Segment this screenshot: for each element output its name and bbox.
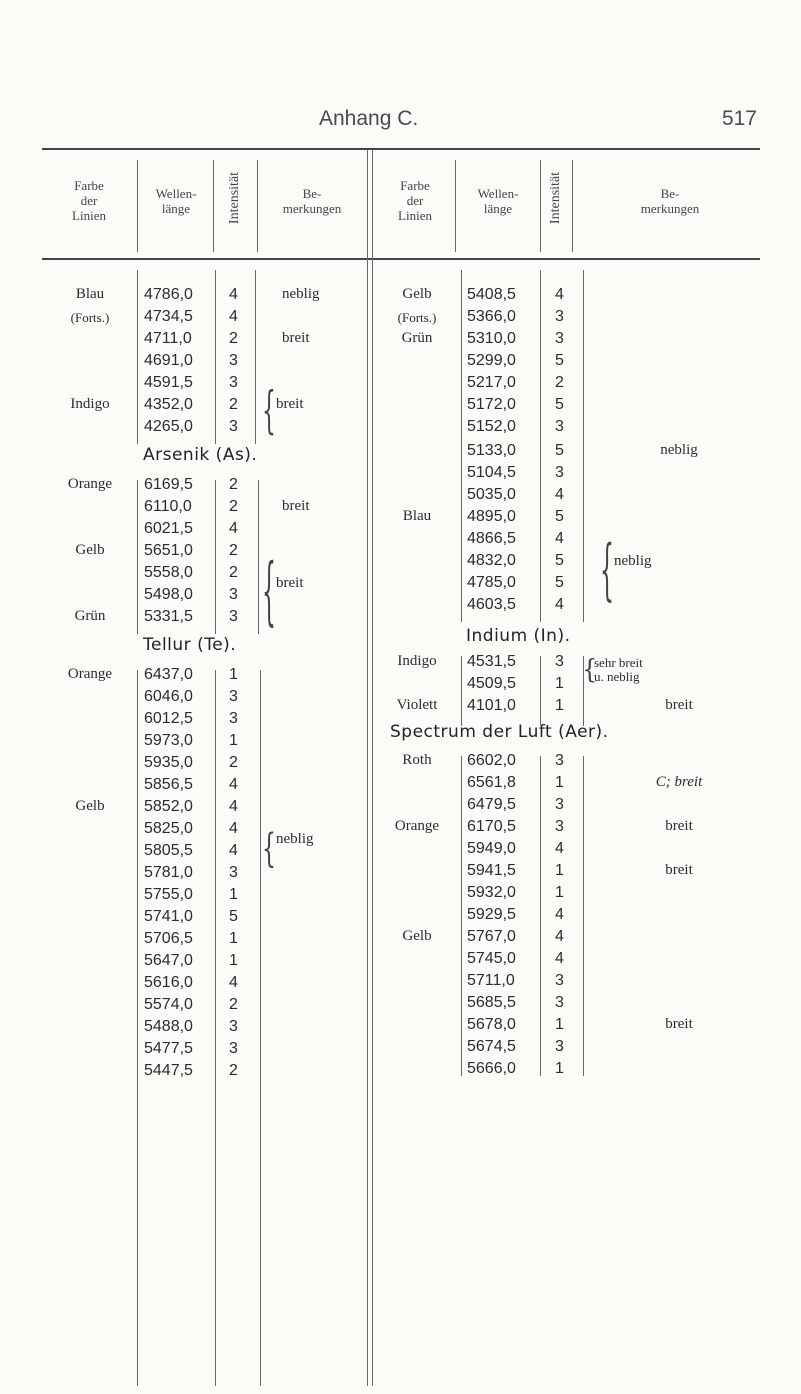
intensity: 5 (555, 552, 564, 569)
wavelength: 6012,5 (144, 710, 193, 727)
col-rule-mid-a (367, 150, 368, 1386)
wavelength: 5558,0 (144, 564, 193, 581)
indium-note: sehr breit u. neblig (594, 655, 643, 684)
intensity: 5 (555, 574, 564, 591)
remark: breit (665, 1016, 693, 1032)
body-rule (540, 656, 541, 726)
intensity: 1 (229, 886, 238, 903)
intensity: 1 (555, 884, 564, 901)
intensity: 2 (229, 754, 238, 771)
wavelength: 5825,0 (144, 820, 193, 837)
grouped-remark: neblig (276, 831, 314, 847)
remark: breit (282, 498, 310, 514)
wavelength: 6602,0 (467, 752, 516, 769)
intensity: 3 (229, 352, 238, 369)
wavelength: 5172,0 (467, 396, 516, 413)
wavelength: 6046,0 (144, 688, 193, 705)
intensity: 4 (555, 906, 564, 923)
indium-note-brace: { (582, 653, 598, 685)
intensity: 3 (555, 1038, 564, 1055)
body-rule (137, 270, 138, 444)
intensity: 3 (229, 418, 238, 435)
wavelength: 4785,0 (467, 574, 516, 591)
wavelength: 5035,0 (467, 486, 516, 503)
wavelength: 4352,0 (144, 396, 193, 413)
intensity: 4 (555, 596, 564, 613)
wavelength: 4591,5 (144, 374, 193, 391)
body-rule (540, 270, 541, 622)
grouping-brace: { (600, 535, 614, 610)
wavelength: 5299,0 (467, 352, 516, 369)
intensity: 2 (229, 996, 238, 1013)
wavelength: 4734,5 (144, 308, 193, 325)
intensity: 4 (229, 798, 238, 815)
intensity: 1 (555, 1016, 564, 1033)
wavelength: 5706,5 (144, 930, 193, 947)
intensity: 3 (555, 418, 564, 435)
body-rule (461, 656, 462, 726)
wavelength: 5217,0 (467, 374, 516, 391)
wavelength: 4786,0 (144, 286, 193, 303)
intensity: 2 (229, 330, 238, 347)
header-bemerkungen-right: Be- merkungen (640, 186, 700, 216)
intensity: 3 (555, 972, 564, 989)
intensity: 2 (229, 498, 238, 515)
remark: C; breit (655, 774, 703, 790)
wavelength: 5929,5 (467, 906, 516, 923)
intensity: 1 (555, 862, 564, 879)
line-color: (Forts.) (397, 310, 437, 325)
wavelength: 5755,0 (144, 886, 193, 903)
page-number: 517 (721, 107, 757, 130)
intensity: 4 (555, 840, 564, 857)
intensity: 3 (229, 1040, 238, 1057)
wavelength: 4101,0 (467, 697, 516, 714)
header-wellen-left: Wellen- länge (155, 186, 197, 216)
remark: breit (282, 330, 310, 346)
col-rule-l1 (137, 160, 138, 252)
line-color: Orange (67, 666, 113, 682)
remark: neblig (282, 286, 320, 302)
intensity: 4 (229, 520, 238, 537)
intensity: 1 (229, 666, 238, 683)
wavelength: 4866,5 (467, 530, 516, 547)
body-rule (137, 480, 138, 634)
intensity: 1 (229, 732, 238, 749)
element-section-title: Spectrum der Luft (Aer). (390, 722, 609, 742)
body-rule (255, 270, 256, 444)
line-color: Roth (402, 752, 432, 768)
wavelength: 5366,0 (467, 308, 516, 325)
intensity: 4 (229, 308, 238, 325)
wavelength: 4895,0 (467, 508, 516, 525)
header-bemerkungen-left: Be- merkungen (282, 186, 342, 216)
intensity: 3 (555, 994, 564, 1011)
line-color: Grün (401, 330, 433, 346)
grouped-remark: neblig (614, 553, 652, 569)
header-wellen-right: Wellen- länge (477, 186, 519, 216)
intensity: 4 (555, 286, 564, 303)
intensity: 1 (229, 952, 238, 969)
intensity: 4 (555, 950, 564, 967)
intensity: 3 (229, 864, 238, 881)
wavelength: 6437,0 (144, 666, 193, 683)
body-rule (540, 756, 541, 1076)
wavelength: 6561,8 (467, 774, 516, 791)
wavelength: 5666,0 (467, 1060, 516, 1077)
intensity: 5 (555, 508, 564, 525)
running-header-left: Anhang C. (319, 107, 419, 130)
intensity: 3 (555, 752, 564, 769)
wavelength: 4603,5 (467, 596, 516, 613)
body-rule (215, 670, 216, 1386)
header-intensitaet-left: Intensität (227, 171, 242, 225)
intensity: 4 (555, 530, 564, 547)
intensity: 4 (229, 776, 238, 793)
line-color: Gelb (402, 286, 432, 302)
wavelength: 5711,0 (467, 972, 515, 989)
intensity: 1 (555, 675, 564, 692)
grouped-remark: breit (276, 575, 304, 591)
wavelength: 5408,5 (467, 286, 516, 303)
line-color: Gelb (75, 542, 105, 558)
col-rule-r3 (572, 160, 573, 252)
intensity: 5 (555, 442, 564, 459)
body-rule (461, 756, 462, 1076)
intensity: 3 (229, 1018, 238, 1035)
wavelength: 5447,5 (144, 1062, 193, 1079)
wavelength: 5477,5 (144, 1040, 193, 1057)
grouping-brace: { (262, 383, 276, 441)
intensity: 1 (555, 1060, 564, 1077)
element-section-title: Arsenik (As). (143, 445, 258, 465)
wavelength: 6479,5 (467, 796, 516, 813)
wavelength: 6021,5 (144, 520, 193, 537)
wavelength: 5574,0 (144, 996, 193, 1013)
element-section-title: Tellur (Te). (143, 635, 237, 655)
intensity: 1 (555, 697, 564, 714)
wavelength: 6169,5 (144, 476, 193, 493)
body-rule (583, 756, 584, 1076)
body-rule (461, 270, 462, 622)
intensity: 2 (229, 564, 238, 581)
wavelength: 5932,0 (467, 884, 516, 901)
line-color: Indigo (70, 396, 110, 412)
remark: breit (665, 697, 693, 713)
wavelength: 5104,5 (467, 464, 516, 481)
header-intensitaet-right: Intensität (548, 171, 563, 225)
intensity: 5 (555, 352, 564, 369)
intensity: 2 (229, 542, 238, 559)
col-rule-mid-b (372, 150, 373, 1386)
table-top-rule (42, 148, 760, 150)
intensity: 4 (229, 820, 238, 837)
body-rule (215, 270, 216, 444)
intensity: 3 (555, 308, 564, 325)
body-rule (137, 670, 138, 1386)
intensity: 4 (555, 928, 564, 945)
line-color: Orange (67, 476, 113, 492)
wavelength: 4531,5 (467, 653, 516, 670)
wavelength: 6110,0 (144, 498, 192, 515)
intensity: 1 (555, 774, 564, 791)
wavelength: 5498,0 (144, 586, 193, 603)
remark: breit (665, 818, 693, 834)
grouping-brace: { (262, 552, 276, 637)
col-rule-l2 (213, 160, 214, 252)
header-farbe-right: Farbe der Linien (398, 178, 432, 223)
wavelength: 5781,0 (144, 864, 193, 881)
intensity: 3 (229, 374, 238, 391)
intensity: 3 (229, 608, 238, 625)
wavelength: 5852,0 (144, 798, 193, 815)
line-color: Grün (74, 608, 106, 624)
wavelength: 5856,5 (144, 776, 193, 793)
wavelength: 5935,0 (144, 754, 193, 771)
header-farbe-left: Farbe der Linien (72, 178, 106, 223)
wavelength: 5745,0 (467, 950, 516, 967)
wavelength: 5488,0 (144, 1018, 193, 1035)
wavelength: 5767,0 (467, 928, 516, 945)
line-color: Blau (75, 286, 105, 302)
line-color: Orange (394, 818, 440, 834)
line-color: (Forts.) (70, 310, 110, 325)
body-rule (258, 480, 259, 634)
intensity: 3 (555, 796, 564, 813)
grouping-brace: { (262, 828, 276, 873)
line-color: Blau (402, 508, 432, 524)
intensity: 4 (229, 286, 238, 303)
wavelength: 5310,0 (467, 330, 516, 347)
wavelength: 5651,0 (144, 542, 193, 559)
intensity: 1 (229, 930, 238, 947)
intensity: 5 (229, 908, 238, 925)
wavelength: 4832,0 (467, 552, 516, 569)
wavelength: 4265,0 (144, 418, 193, 435)
wavelength: 5685,5 (467, 994, 516, 1011)
intensity: 4 (229, 974, 238, 991)
col-rule-r2 (540, 160, 541, 252)
wavelength: 5973,0 (144, 732, 193, 749)
remark: breit (665, 862, 693, 878)
intensity: 3 (555, 818, 564, 835)
line-color: Indigo (397, 653, 437, 669)
wavelength: 5616,0 (144, 974, 193, 991)
intensity: 2 (229, 396, 238, 413)
wavelength: 5133,0 (467, 442, 516, 459)
wavelength: 4509,5 (467, 675, 516, 692)
wavelength: 5941,5 (467, 862, 516, 879)
col-rule-l3 (257, 160, 258, 252)
wavelength: 5741,0 (144, 908, 193, 925)
body-rule (260, 670, 261, 1386)
wavelength: 4711,0 (144, 330, 192, 347)
line-color: Violett (396, 697, 438, 713)
intensity: 4 (555, 486, 564, 503)
intensity: 3 (555, 464, 564, 481)
wavelength: 5949,0 (467, 840, 516, 857)
wavelength: 4691,0 (144, 352, 193, 369)
wavelength: 5678,0 (467, 1016, 516, 1033)
intensity: 3 (229, 586, 238, 603)
intensity: 3 (229, 688, 238, 705)
intensity: 3 (555, 330, 564, 347)
wavelength: 5674,5 (467, 1038, 516, 1055)
wavelength: 5152,0 (467, 418, 516, 435)
col-rule-r1 (455, 160, 456, 252)
intensity: 2 (229, 476, 238, 493)
remark: neblig (660, 442, 698, 458)
intensity: 3 (555, 653, 564, 670)
table-header-rule (42, 258, 760, 260)
element-section-title: Indium (In). (466, 626, 571, 646)
line-color: Gelb (402, 928, 432, 944)
line-color: Gelb (75, 798, 105, 814)
intensity: 2 (229, 1062, 238, 1079)
intensity: 3 (229, 710, 238, 727)
intensity: 5 (555, 396, 564, 413)
wavelength: 5647,0 (144, 952, 193, 969)
body-rule (215, 480, 216, 634)
intensity: 4 (229, 842, 238, 859)
grouped-remark: breit (276, 396, 304, 412)
wavelength: 5805,5 (144, 842, 193, 859)
body-rule (583, 270, 584, 622)
intensity: 2 (555, 374, 564, 391)
wavelength: 6170,5 (467, 818, 516, 835)
wavelength: 5331,5 (144, 608, 193, 625)
